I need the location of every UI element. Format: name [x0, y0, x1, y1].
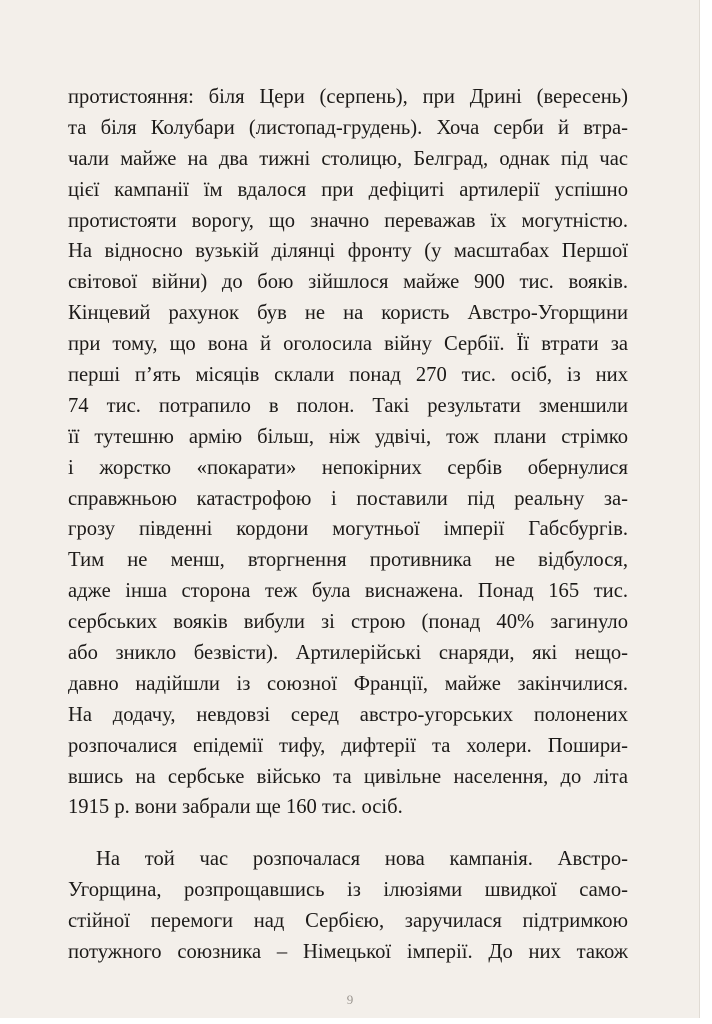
text-line: вшись на сербське військо та цивільне населення, до літа — [68, 765, 628, 788]
text-line: чали майже на два тижні столицю, Белград, однак під час — [68, 147, 628, 170]
text-line: при тому, що вона й оголосила війну Сербії. Її втрати за — [68, 333, 628, 356]
text-line: Кінцевий рахунок був не на користь Австро-Угорщини — [68, 302, 628, 325]
paragraph-1 — [68, 82, 628, 823]
text-line: світової війни) до бою зійшлося майже 900 тис. вояків. — [68, 271, 628, 294]
text-line: або зникло безвісти). Артилерійські снаряди, які нещо- — [68, 642, 628, 665]
text-line: 74 тис. потрапило в полон. Такі результати зменшили — [68, 394, 628, 417]
text-line: справжньою катастрофою і поставили під реальну за- — [68, 487, 628, 510]
text-line: 1915 р. вони забрали ще 160 тис. осіб. — [68, 796, 403, 819]
text-line: цієї кампанії їм вдалося при дефіциті артилерії успішно — [68, 178, 628, 201]
text-line: розпочалися епідемії тифу, дифтерії та холери. Пошири- — [68, 734, 628, 757]
text-line: потужного союзника – Німецької імперії. До них також — [68, 940, 628, 963]
paragraph-2 — [68, 844, 628, 968]
text-line: На відносно вузькій ділянці фронту (у масштабах Першої — [68, 240, 628, 263]
text-line: Угорщина, розпрощавшись із ілюзіями швидкої само- — [68, 878, 628, 901]
text-line: перші п’ять місяців склали понад 270 тис. осіб, із них — [68, 364, 628, 387]
text-line: На той час розпочалася нова кампанія. Австро- — [96, 848, 628, 870]
page-number: 9 — [346, 992, 354, 1007]
text-line: На додачу, невдовзі серед австро-угорських полонених — [68, 703, 628, 726]
text-line: та біля Колубари (листопад-грудень). Хоча серби й втра- — [68, 116, 628, 139]
text-line: стійної перемоги над Сербією, заручилася підтримкою — [68, 909, 628, 932]
text-line: і жорстко «покарати» непокірних сербів обернулися — [68, 456, 628, 479]
text-line: адже інша сторона теж була виснажена. Понад 165 тис. — [68, 580, 628, 603]
text-line: її тутешню армію більш, ніж удвічі, тож плани стрімко — [68, 425, 628, 448]
text-line: протистояти ворогу, що значно переважав їх могутністю. — [68, 209, 628, 232]
text-line: сербських вояків вибули зі строю (понад 40% загинуло — [68, 611, 628, 634]
text-line: Тим не менш, вторгнення противника не відбулося, — [68, 549, 628, 572]
text-line: протистояння: біля Цери (серпень), при Дрині (вересень) — [68, 86, 628, 108]
text-line: грозу південні кордони могутньої імперії Габсбургів. — [68, 518, 628, 541]
text-line: давно надійшли із союзної Франції, майже закінчилися. — [68, 672, 628, 695]
